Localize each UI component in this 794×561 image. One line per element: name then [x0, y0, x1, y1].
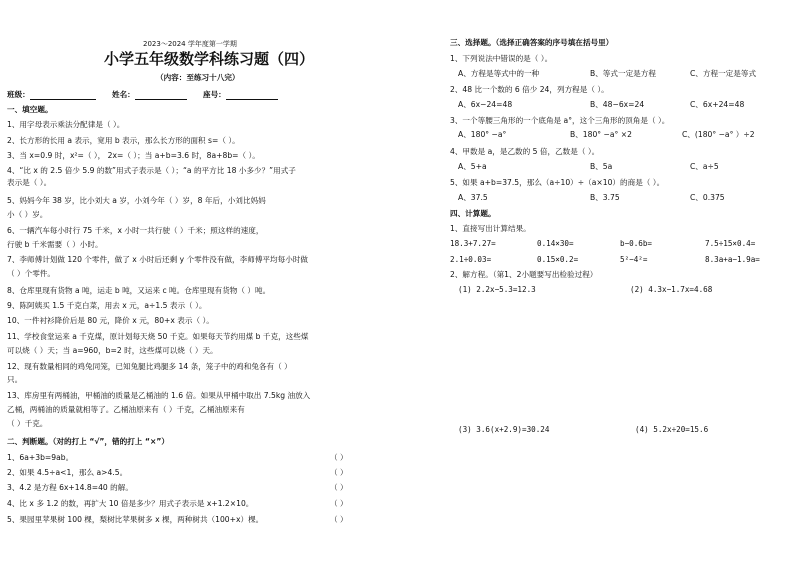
- equation-subheading: 2、解方程。（第1、2小题要写出检验过程）: [450, 270, 598, 279]
- choice-option: C、6x+24=48: [690, 100, 745, 109]
- fill-line: 表示是（ ）。: [7, 178, 52, 187]
- class-label: 班级：: [7, 90, 30, 99]
- judge-item: 3、4.2 是方程 6x+14.8=40 的解。: [7, 483, 133, 492]
- fill-line: 4、“比 x 的 2.5 倍少 5.9 的数”用式子表示是（ ）；“a 的平方比 18 小多少？”用式子: [7, 166, 296, 175]
- choice-option: C、(180° −a° ）÷2: [682, 130, 755, 139]
- choice-stem: 2、48 比一个数的 6 倍少 24，列方程是（ ）。: [450, 85, 609, 94]
- fill-line: 9、陈阿姨买 1.5 千克白菜，用去 x 元，a÷1.5 表示（ ）。: [7, 301, 207, 310]
- fill-line: 只。: [7, 375, 23, 384]
- fill-line: （ ）个零件。: [7, 269, 55, 278]
- choice-option: B、180° −a° ×2: [570, 130, 632, 139]
- calc-item: 0.15×0.2=: [537, 255, 579, 264]
- choice-stem: 1、下列说法中错误的是（ ）。: [450, 54, 553, 63]
- choice-option: A、37.5: [458, 193, 488, 202]
- judge-item: 2、如果 4.5÷a<1，那么 a>4.5。: [7, 468, 128, 477]
- choice-option: C、0.375: [690, 193, 725, 202]
- fill-line: 13、库房里有两桶油，甲桶油的质量是乙桶油的 1.6 倍。如果从甲桶中取出 7.5kg 油放入: [7, 391, 311, 400]
- fill-line: 行驶 b 千米需要（ ）小时。: [7, 240, 103, 249]
- judge-item: 4、比 x 多 1.2 的数，再扩大 10 倍是多少？用式子表示是 x+1.2×10。: [7, 499, 254, 508]
- fill-line: 8、仓库里现有货物 a 吨，运走 b 吨，又运来 c 吨。仓库里现有货物（ ）吨。: [7, 286, 271, 295]
- choice-stem: 5、如果 a+b=37.5，那么（a÷10）÷（a×10）的商是（ ）。: [450, 178, 665, 187]
- page-title: 小学五年级数学科练习题（四）: [104, 50, 315, 68]
- fill-line: 12、现有数量相同的鸡兔同笼，已知兔腿比鸡腿多 14 条，笼子中的鸡和兔各有（ ）: [7, 362, 292, 371]
- part2-heading: 二、判断题。（对的打上 “√”，错的打上 “×”）: [7, 437, 169, 446]
- choice-option: A、180° −a°: [458, 130, 507, 139]
- name-blank[interactable]: [135, 90, 187, 100]
- name-label: 姓名：: [112, 90, 135, 99]
- judge-answer-box[interactable]: （ ）: [330, 453, 348, 462]
- calc-item: b−0.6b=: [620, 239, 653, 248]
- seat-label: 座号：: [203, 90, 226, 99]
- equation: (4) 5.2x÷20=15.6: [635, 425, 709, 434]
- choice-option: B、等式一定是方程: [590, 69, 656, 78]
- seat-field[interactable]: [203, 90, 278, 100]
- equation: (1) 2.2x−5.3=12.3: [458, 285, 536, 294]
- part1-heading: 一、填空题。: [7, 105, 53, 114]
- choice-option: A、6x−24=48: [458, 100, 513, 109]
- class-blank[interactable]: [30, 90, 96, 100]
- term-label: 2023～2024 学年度第一学期: [143, 40, 237, 48]
- seat-blank[interactable]: [226, 90, 278, 100]
- choice-stem: 3、一个等腰三角形的一个底角是 a°，这个三角形的顶角是（ ）。: [450, 116, 670, 125]
- calc-item: 0.14×30=: [537, 239, 574, 248]
- judge-item: 1、6a+3b=9ab。: [7, 453, 74, 462]
- calc-item: 7.5÷15×0.4=: [705, 239, 756, 248]
- calc-item: 8.3a+a−1.9a=: [705, 255, 760, 264]
- judge-answer-box[interactable]: （ ）: [330, 483, 348, 492]
- fill-line: 1、用字母表示乘法分配律是（ ）。: [7, 120, 125, 129]
- choice-option: A、方程是等式中的一种: [458, 69, 540, 78]
- scope-label: （内容：至练习十八完）: [156, 73, 240, 82]
- fill-line: 小（ ）岁。: [7, 210, 48, 219]
- equation: (3) 3.6(x+2.9)=30.24: [458, 425, 550, 434]
- fill-line: 乙桶，两桶油的质量就相等了。乙桶油原来有（ ）千克，乙桶油原来有: [7, 405, 245, 414]
- calc-subheading: 1、直接写出计算结果。: [450, 224, 531, 233]
- equation: (2) 4.3x−1.7x=4.68: [630, 285, 713, 294]
- fill-line: 3、当 x=0.9 时，x²=（ ）， 2x=（ ）；当 a+b=3.6 时，8a+8b=（ ）。: [7, 151, 260, 160]
- right-column: [420, 0, 794, 561]
- choice-option: C、a÷5: [690, 162, 719, 171]
- fill-line: 5、妈妈今年 38 岁，比小刘大 a 岁，小刘今年（ ）岁，8 年后，小刘比妈妈: [7, 196, 266, 205]
- left-column: [0, 0, 394, 561]
- part3-heading: 三、选择题。（选择正确答案的序号填在括号里）: [450, 38, 614, 47]
- fill-line: 10、一件衬衫降价后是 80 元，降价 x 元，80+x 表示（ ）。: [7, 316, 214, 325]
- choice-option: B、5a: [590, 162, 613, 171]
- fill-line: 11、学校食堂运来 a 千克煤，原计划每天烧 50 千克。如果每天节约用煤 b 千克，这些煤: [7, 332, 309, 341]
- name-field[interactable]: [112, 90, 187, 100]
- part4-heading: 四、计算题。: [450, 209, 496, 218]
- judge-answer-box[interactable]: （ ）: [330, 515, 348, 524]
- fill-line: （ ）千克。: [7, 419, 48, 428]
- judge-answer-box[interactable]: （ ）: [330, 468, 348, 477]
- choice-option: C、方程一定是等式: [690, 69, 757, 78]
- choice-option: B、3.75: [590, 193, 620, 202]
- fill-line: 2、长方形的长用 a 表示，宽用 b 表示，那么长方形的面积 s=（ ）。: [7, 136, 240, 145]
- calc-item: 5²−4²=: [620, 255, 648, 264]
- calc-item: 18.3+7.27=: [450, 239, 496, 248]
- fill-line: 可以烧（ ）天；当 a=960，b=2 时，这些煤可以烧（ ）天。: [7, 346, 218, 355]
- choice-stem: 4、甲数是 a，是乙数的 5 倍，乙数是（ ）。: [450, 147, 600, 156]
- fill-line: 6、一辆汽车每小时行 75 千米，x 小时一共行驶（ ）千米；照这样的速度，: [7, 226, 264, 235]
- class-field[interactable]: [7, 90, 96, 100]
- fill-line: 7、李师傅计划做 120 个零件，做了 x 小时后还剩 y 个零件没有做，李师傅平均每小时做: [7, 255, 308, 264]
- calc-item: 2.1÷0.03=: [450, 255, 492, 264]
- judge-item: 5、果园里苹果树 100 棵，梨树比苹果树多 x 棵，两种树共（100+x）棵。: [7, 515, 264, 524]
- judge-answer-box[interactable]: （ ）: [330, 499, 348, 508]
- choice-option: A、5+a: [458, 162, 487, 171]
- choice-option: B、48−6x=24: [590, 100, 645, 109]
